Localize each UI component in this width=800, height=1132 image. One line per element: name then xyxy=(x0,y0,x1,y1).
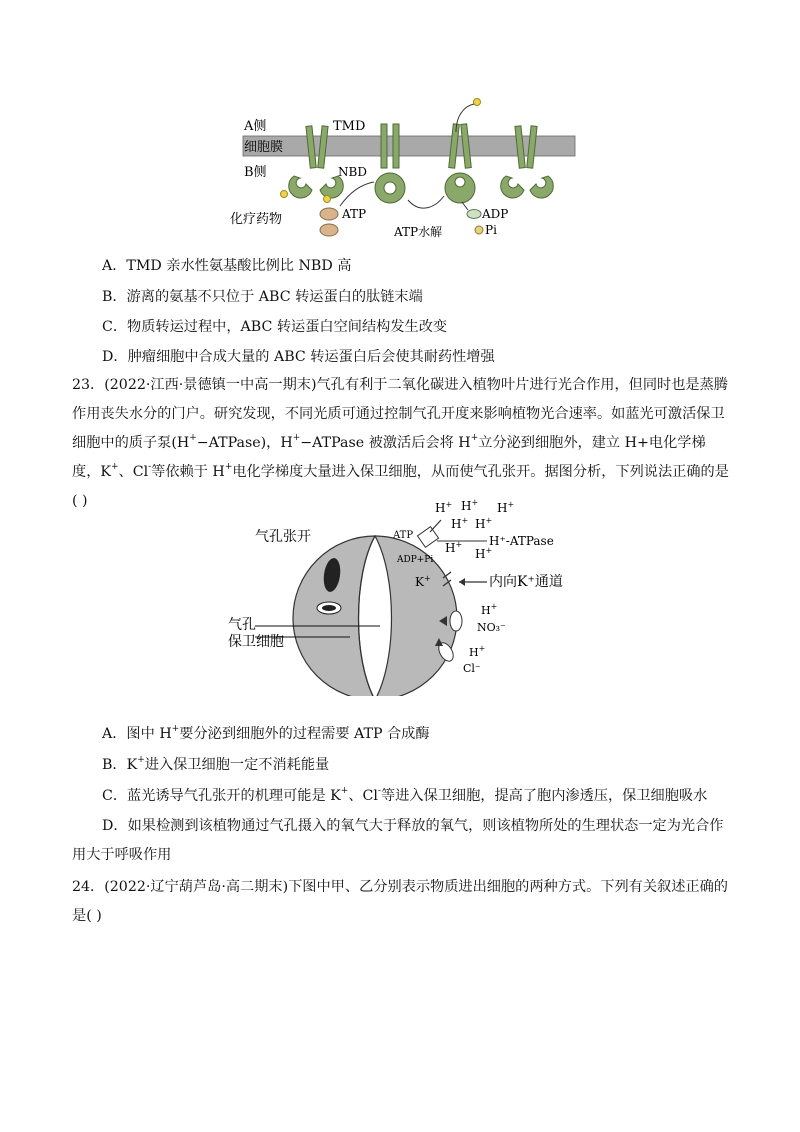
q22-option-a: A．TMD 亲水性氨基酸比例比 NBD 高 xyxy=(102,258,352,274)
atp-arrow xyxy=(340,182,374,206)
h-atpase-label: H⁺-ATPase xyxy=(489,534,554,548)
adp-label: ADP xyxy=(482,207,509,221)
q22-option-c: C．物质转运过程中，ABC 转运蛋白空间结构发生改变 xyxy=(102,319,448,335)
q23-option-a: A．图中 H+要分泌到细胞外的过程需要 ATP 合成酶 xyxy=(102,724,430,742)
drug-molecule-released xyxy=(474,99,481,106)
q23-option-c: C．蓝光诱导气孔张开的机理可能是 K+、Cl-等进入保卫细胞，提高了胞内渗透压，保卫细胞吸水 xyxy=(102,786,708,804)
cell-membrane-band xyxy=(243,136,575,156)
q24-stem: 24．(2022·辽宁葫芦岛·高二期末)下图中甲、乙分别表示物质进出细胞的两种方式。下列有关叙述正确的是( ) xyxy=(72,879,728,924)
atp-label: ATP xyxy=(342,207,367,221)
q22-option-d: D．肿瘤细胞中合成大量的 ABC 转运蛋白后会使其耐药性增强 xyxy=(102,349,495,365)
adp-pi-label: ADP+Pi xyxy=(397,555,434,565)
svg-text:H+: H+ xyxy=(475,516,493,531)
svg-text:H+: H+ xyxy=(475,546,493,561)
pi-molecule xyxy=(475,226,483,234)
q22-option-b: B．游离的氨基不只位于 ABC 转运蛋白的肽链末端 xyxy=(102,289,423,305)
q23-option-b: B．K+进入保卫细胞一定不消耗能量 xyxy=(102,755,330,773)
svg-text:H+: H+ xyxy=(445,540,463,555)
stoma-open-label: 气孔张开 xyxy=(255,529,311,545)
no3-symporter xyxy=(450,611,462,631)
k-channel-label: 内向K⁺通道 xyxy=(489,574,563,590)
atp-molecule xyxy=(320,208,338,220)
cl-label: Cl⁻ xyxy=(463,662,481,675)
proton-arrow xyxy=(430,520,441,532)
no3-h-label: H+ xyxy=(481,602,498,617)
nbd-label: NBD xyxy=(338,165,367,179)
guard-cell-figure xyxy=(225,496,575,696)
side-a-label: A侧 xyxy=(244,119,267,134)
guard-cell-label: 保卫细胞 xyxy=(228,634,284,650)
drug-molecule xyxy=(281,191,288,198)
q23-option-d: D．如果检测到该植物通过气孔摄入的氧气大于释放的氧气，则该植物所处的生理状态一定为光合作用大于呼吸作用 xyxy=(72,818,724,863)
svg-text:H+: H+ xyxy=(461,498,479,513)
membrane-label: 细胞膜 xyxy=(244,140,284,155)
svg-text:H+: H+ xyxy=(497,500,515,515)
adp-arrow xyxy=(462,202,468,210)
atp-label: ATP xyxy=(393,530,414,541)
proton-pump xyxy=(417,527,438,548)
no3-label: NO₃⁻ xyxy=(477,621,506,634)
drug-label: 化疗药物 xyxy=(230,212,283,227)
hydrolysis-label: ATP水解 xyxy=(394,225,443,239)
drug-molecule xyxy=(324,196,331,203)
adp-molecule xyxy=(467,210,481,219)
cl-h-label: H+ xyxy=(469,644,486,659)
pi-label: Pi xyxy=(485,223,497,237)
svg-text:H+: H+ xyxy=(451,516,469,531)
q23-stem: 23．(2022·江西·景德镇一中高一期末)气孔有利于二氧化碳进入植物叶片进行光合作用，但同时也是蒸腾作用丧失水分的门户。研究发现，不同光质可通过控制气孔开度来影响植物光合速率。如蓝光可激活保卫细胞中的质子泵(H+−ATPase)，H+−ATPase 被激活后会将 H+立分泌到细胞外，建立 H+电化学梯度，K+、Cl-等依赖于 H+电化学梯度大量进入保卫细胞，从而使气孔张开。据图分析，下列说法正确的是( ) xyxy=(72,377,729,509)
tmd-label: TMD xyxy=(333,119,366,134)
hydrolysis-arrow xyxy=(408,196,444,208)
svg-text:H+: H+ xyxy=(435,500,453,515)
proton-cluster xyxy=(435,498,514,561)
side-b-label: B侧 xyxy=(244,165,267,180)
abc-transporter-figure xyxy=(230,96,580,246)
stoma-label: 气孔 xyxy=(228,617,256,633)
atp-molecule xyxy=(320,224,338,236)
k-ion-label: K+ xyxy=(415,574,431,589)
